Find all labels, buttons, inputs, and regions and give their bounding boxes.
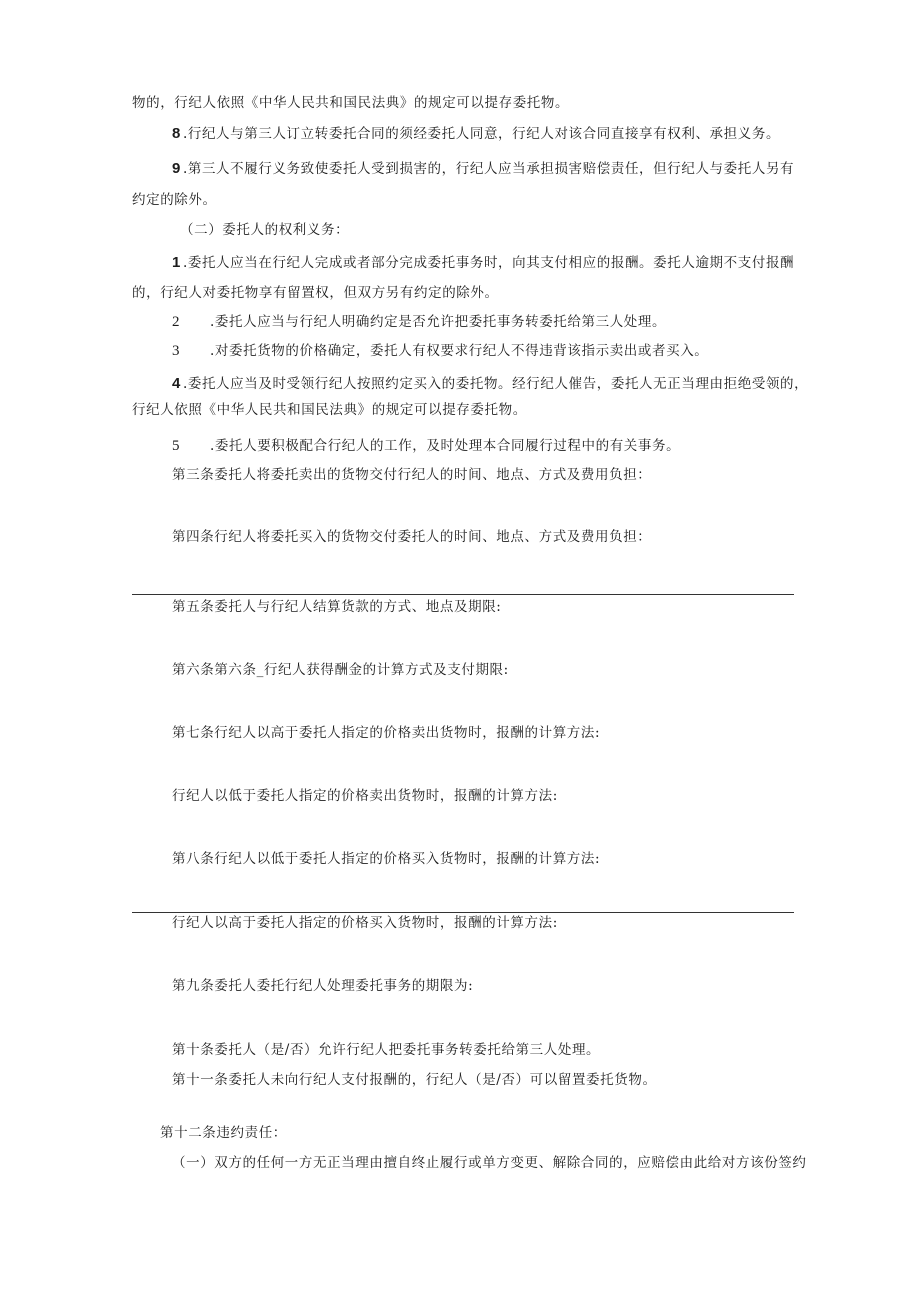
- clause-text: .委托人应当及时受领行纪人按照约定买入的委托物。经行纪人催告，委托人无正当理由拒绝受领的，: [182, 376, 809, 392]
- article-12: 第十二条违约责任：: [160, 1125, 287, 1141]
- text-line: （一）双方的任何一方无正当理由擅自终止履行或单方变更、解除合同的，应赔偿由此给对方该份签约: [172, 1155, 807, 1171]
- clause-text: .委托人应当在行纪人完成或者部分完成委托事务时，向其支付相应的报酬。委托人逾期不支付报酬: [182, 255, 795, 271]
- article-7: 第七条行纪人以高于委托人指定的价格卖出货物时，报酬的计算方法:: [172, 725, 601, 741]
- clause-1: [172, 254, 794, 272]
- article-7-sub: 行纪人以低于委托人指定的价格卖出货物时，报酬的计算方法:: [172, 788, 558, 804]
- article-8: 第八条行纪人以低于委托人指定的价格买入货物时，报酬的计算方法:: [172, 851, 601, 867]
- clause-2: [172, 313, 666, 331]
- clause-number: 5: [172, 438, 181, 454]
- article-10: 第十条委托人（是/否）允许行纪人把委托事务转委托给第三人处理。: [172, 1042, 601, 1058]
- horizontal-rule: [132, 912, 794, 913]
- clause-text: .行纪人与第三人订立转委托合同的须经委托人同意，行纪人对该合同直接享有权利、承担义务。: [182, 126, 781, 142]
- text-line: 约定的除外。: [132, 192, 217, 208]
- article-5: 第五条委托人与行纪人结算货款的方式、地点及期限:: [172, 599, 502, 615]
- text-line: 的，行纪人对委托物享有留置权，但双方另有约定的除外。: [132, 285, 499, 301]
- article-4: 第四条行纪人将委托买入的货物交付委托人的时间、地点、方式及费用负担：: [172, 529, 652, 545]
- clause-number: 2: [172, 314, 181, 330]
- clause-5: [172, 437, 680, 455]
- clause-text: .委托人应当与行纪人明确约定是否允许把委托事务转委托给第三人处理。: [210, 314, 667, 330]
- article-8-sub: 行纪人以高于委托人指定的价格买入货物时，报酬的计算方法:: [172, 915, 558, 931]
- article-11: 第十一条委托人未向行纪人支付报酬的，行纪人（是/否）可以留置委托货物。: [172, 1072, 657, 1088]
- article-3: 第三条委托人将委托卖出的货物交付行纪人的时间、地点、方式及费用负担：: [172, 467, 652, 483]
- clause-number: 8: [172, 125, 181, 142]
- clause-text: .第三人不履行义务致使委托人受到损害的，行纪人应当承担损害赔偿责任，但行纪人与委托人另有: [182, 161, 795, 177]
- text-line: 物的，行纪人依照《中华人民共和国民法典》的规定可以提存委托物。: [132, 95, 570, 111]
- clause-3: [172, 342, 708, 360]
- clause-9: [172, 160, 794, 178]
- clause-number: 3: [172, 343, 181, 359]
- article-9: 第九条委托人委托行纪人处理委托事务的期限为:: [172, 978, 474, 994]
- clause-text: .对委托货物的价格确定，委托人有权要求行纪人不得违背该指示卖出或者买入。: [210, 343, 709, 359]
- horizontal-rule: [132, 594, 794, 595]
- article-6: 第六条第六条_行纪人获得酬金的计算方式及支付期限:: [172, 662, 509, 678]
- clause-number: 4: [172, 375, 181, 392]
- clause-text: .委托人要积极配合行纪人的工作，及时处理本合同履行过程中的有关事务。: [210, 438, 681, 454]
- text-line: 行纪人依照《中华人民共和国民法典》的规定可以提存委托物。: [132, 402, 527, 418]
- clause-number: 9: [172, 160, 181, 177]
- clause-4: [172, 375, 808, 393]
- clause-8: [172, 125, 780, 143]
- clause-number: 1: [172, 254, 181, 271]
- section-heading: （二）委托人的权利义务：: [180, 222, 350, 238]
